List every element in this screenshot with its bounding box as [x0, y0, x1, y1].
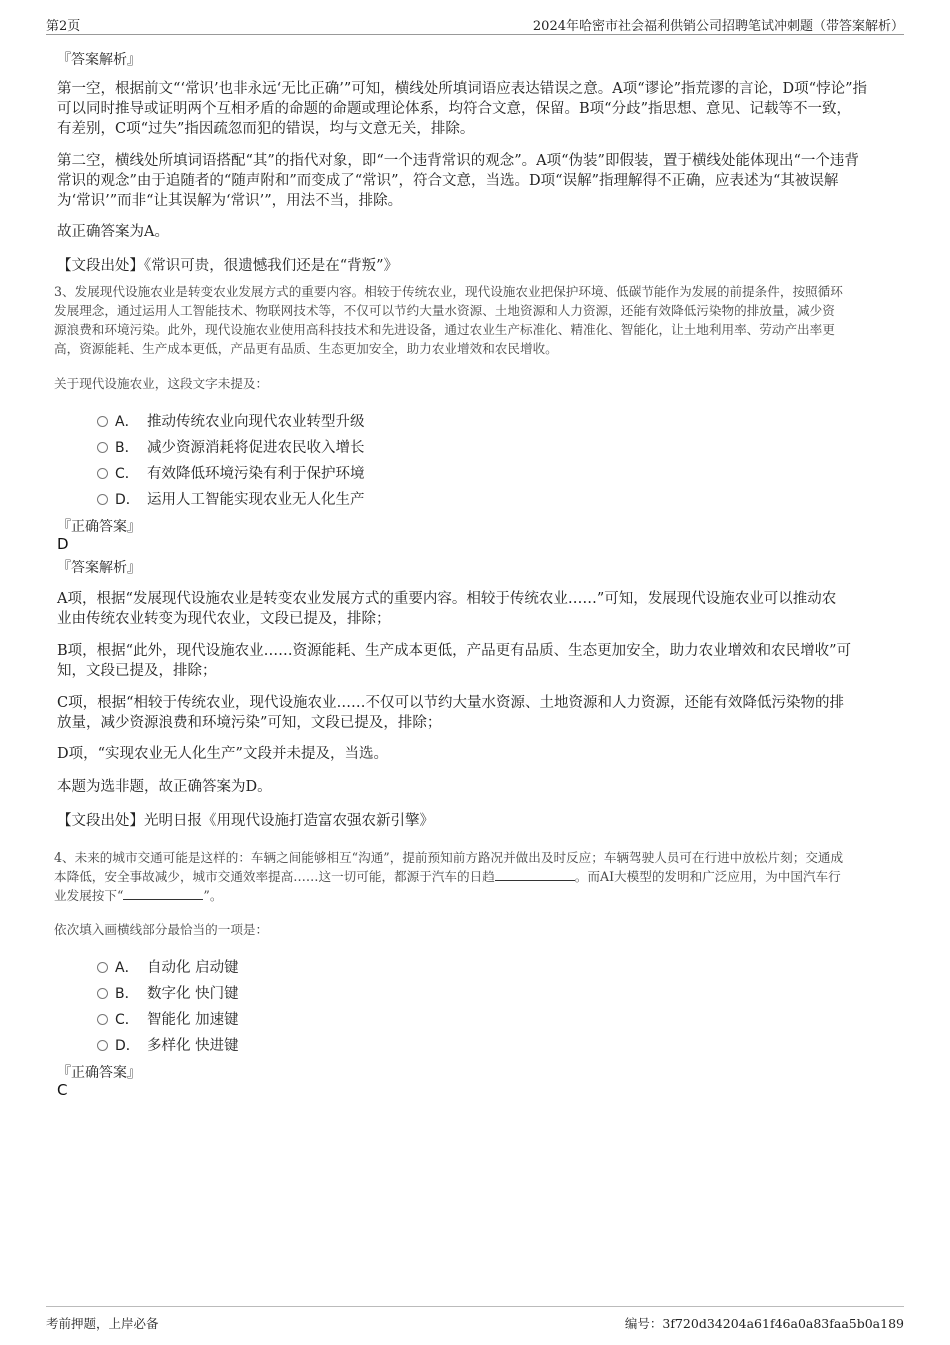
radio-icon[interactable] [97, 442, 108, 453]
q3-analysis-c-line2: 放量，减少资源浪费和环境污染”可知，文段已提及，排除； [57, 715, 442, 731]
document-id: 编号：3f720d34204a61f46a0a83faa5b0a189 [624, 1316, 904, 1331]
q3-analysis-title: 『答案解析』 [57, 560, 141, 576]
q4-option-c[interactable]: C． 智能化 加速键 [97, 1008, 239, 1028]
fill-blank-1 [495, 868, 575, 881]
q3-analysis-c-line1: C项，根据“相较于传统农业，现代设施农业……不仅可以节约大量水资源、土地资源和人力资源，还能有效降低污染物的排 [57, 695, 845, 711]
radio-icon[interactable] [97, 988, 108, 999]
radio-icon[interactable] [97, 494, 108, 505]
q2-para1-line1: 第一空，根据前文“‘常识’也非永远‘无比正确’”可知，横线处所填词语应表达错误之意。A项“谬论”指荒谬的言论，D项“悖论”指 [57, 81, 868, 97]
radio-icon[interactable] [97, 1014, 108, 1025]
q2-para2-line1: 第二空，横线处所填词语搭配“其”的指代对象，即“一个违背常识的观念”。A项“伪装”即假装，置于横线处能体现出“一个违背 [57, 153, 859, 169]
q3-analysis-a-line2: 业由传统农业转变为现代农业，文段已提及，排除； [57, 611, 391, 627]
q3-passage-line1: 3、发展现代设施农业是转变农业发展方式的重要内容。相较于传统农业，现代设施农业把保护环境、低碳节能作为发展的前提条件，按照循环 [54, 284, 843, 299]
q2-analysis-title: 『答案解析』 [57, 52, 141, 68]
q4-passage-line3: 业发展按下“ ”。 [54, 888, 223, 903]
q3-passage-line3: 源浪费和环境污染。此外，现代设施农业使用高科技技术和先进设备，通过农业生产标准化、精准化、智能化，让土地利用率、劳动产出率更 [54, 322, 835, 337]
q4-passage-line1: 4、未来的城市交通可能是这样的：车辆之间能够相互“沟通”，提前预知前方路况并做出及时反应；车辆驾驶人员可在行进中放松片刻；交通成 [54, 850, 844, 865]
q2-para2-line3: 为‘常识’”而非“让其误解为‘常识’”，用法不当，排除。 [57, 193, 403, 209]
q4-option-a[interactable]: A． 自动化 启动键 [97, 956, 239, 976]
q3-option-d[interactable]: D． 运用人工智能实现农业无人化生产 [97, 488, 365, 508]
q4-passage-line2: 本降低，安全事故减少，城市交通效率提高……这一切可能，都源于汽车的日趋 。而AI大模型的发明和广泛应用，为中国汽车行 [54, 869, 841, 884]
fill-blank-2 [123, 887, 203, 900]
q4-question: 依次填入画横线部分最恰当的一项是： [54, 922, 269, 937]
q4-option-b[interactable]: B． 数字化 快门键 [97, 982, 239, 1002]
q4-answer-title: 『正确答案』 [57, 1065, 141, 1081]
radio-icon[interactable] [97, 1040, 108, 1051]
q3-analysis-b-line2: 知，文段已提及，排除； [57, 663, 217, 679]
q3-answer-title: 『正确答案』 [57, 519, 141, 535]
q2-para1-line2: 可以同时推导或证明两个互相矛盾的命题的命题或理论体系，均符合文意，保留。B项“分歧”指思想、意见、记载等不一致， [57, 101, 851, 117]
footer-slogan: 考前押题，上岸必备 [46, 1316, 159, 1331]
q3-analysis-b-line1: B项，根据“此外，现代设施农业……资源能耗、生产成本更低，产品更有品质、生态更加安全，助力农业增效和农民增收”可 [57, 643, 851, 659]
q3-question: 关于现代设施农业，这段文字未提及： [54, 376, 269, 391]
q3-analysis-a-line1: A项，根据“发展现代设施农业是转变农业发展方式的重要内容。相较于传统农业……”可知，发展现代设施农业可以推动农 [57, 591, 837, 607]
q2-para2-line2: 常识的观念”由于追随者的“随声附和”而变成了“常识”，符合文意，当选。D项“误解”指理解得不正确，应表述为“其被误解 [57, 173, 839, 189]
q2-source: 【文段出处】《常识可贵，很遗憾我们还是在“背叛”》 [57, 258, 399, 274]
q3-option-a[interactable]: A． 推动传统农业向现代农业转型升级 [97, 410, 365, 430]
q4-option-d[interactable]: D． 多样化 快进键 [97, 1034, 239, 1054]
document-title: 2024年哈密市社会福利供销公司招聘笔试冲刺题（带答案解析） [532, 19, 904, 34]
q3-passage-line4: 高，资源能耗、生产成本更低，产品更有品质、生态更加安全，助力农业增效和农民增收。 [54, 341, 558, 356]
q3-conclusion: 本题为选非题，故正确答案为D。 [57, 779, 272, 795]
q3-analysis-d: D项，“实现农业无人化生产”文段并未提及，当选。 [57, 746, 388, 762]
q2-para1-line3: 有差别，C项“过失”指因疏忽而犯的错误，均与文意无关，排除。 [57, 121, 475, 137]
q3-option-c[interactable]: C． 有效降低环境污染有利于保护环境 [97, 462, 365, 482]
radio-icon[interactable] [97, 468, 108, 479]
q3-option-b[interactable]: B． 减少资源消耗将促进农民收入增长 [97, 436, 365, 456]
q3-answer: D [57, 535, 69, 553]
page-header [46, 12, 904, 35]
q2-conclusion: 故正确答案为A。 [57, 224, 169, 240]
radio-icon[interactable] [97, 962, 108, 973]
footer-divider [46, 1306, 904, 1307]
radio-icon[interactable] [97, 416, 108, 427]
q3-passage-line2: 发展理念，通过运用人工智能技术、物联网技术等，不仅可以节约大量水资源、土地资源和人力资源，还能有效降低污染物的排放量，减少资 [54, 303, 835, 318]
q4-answer: C [57, 1081, 68, 1099]
page-number: 第2页 [46, 19, 81, 34]
q3-source: 【文段出处】光明日报《用现代设施打造富农强农新引擎》 [57, 813, 434, 829]
